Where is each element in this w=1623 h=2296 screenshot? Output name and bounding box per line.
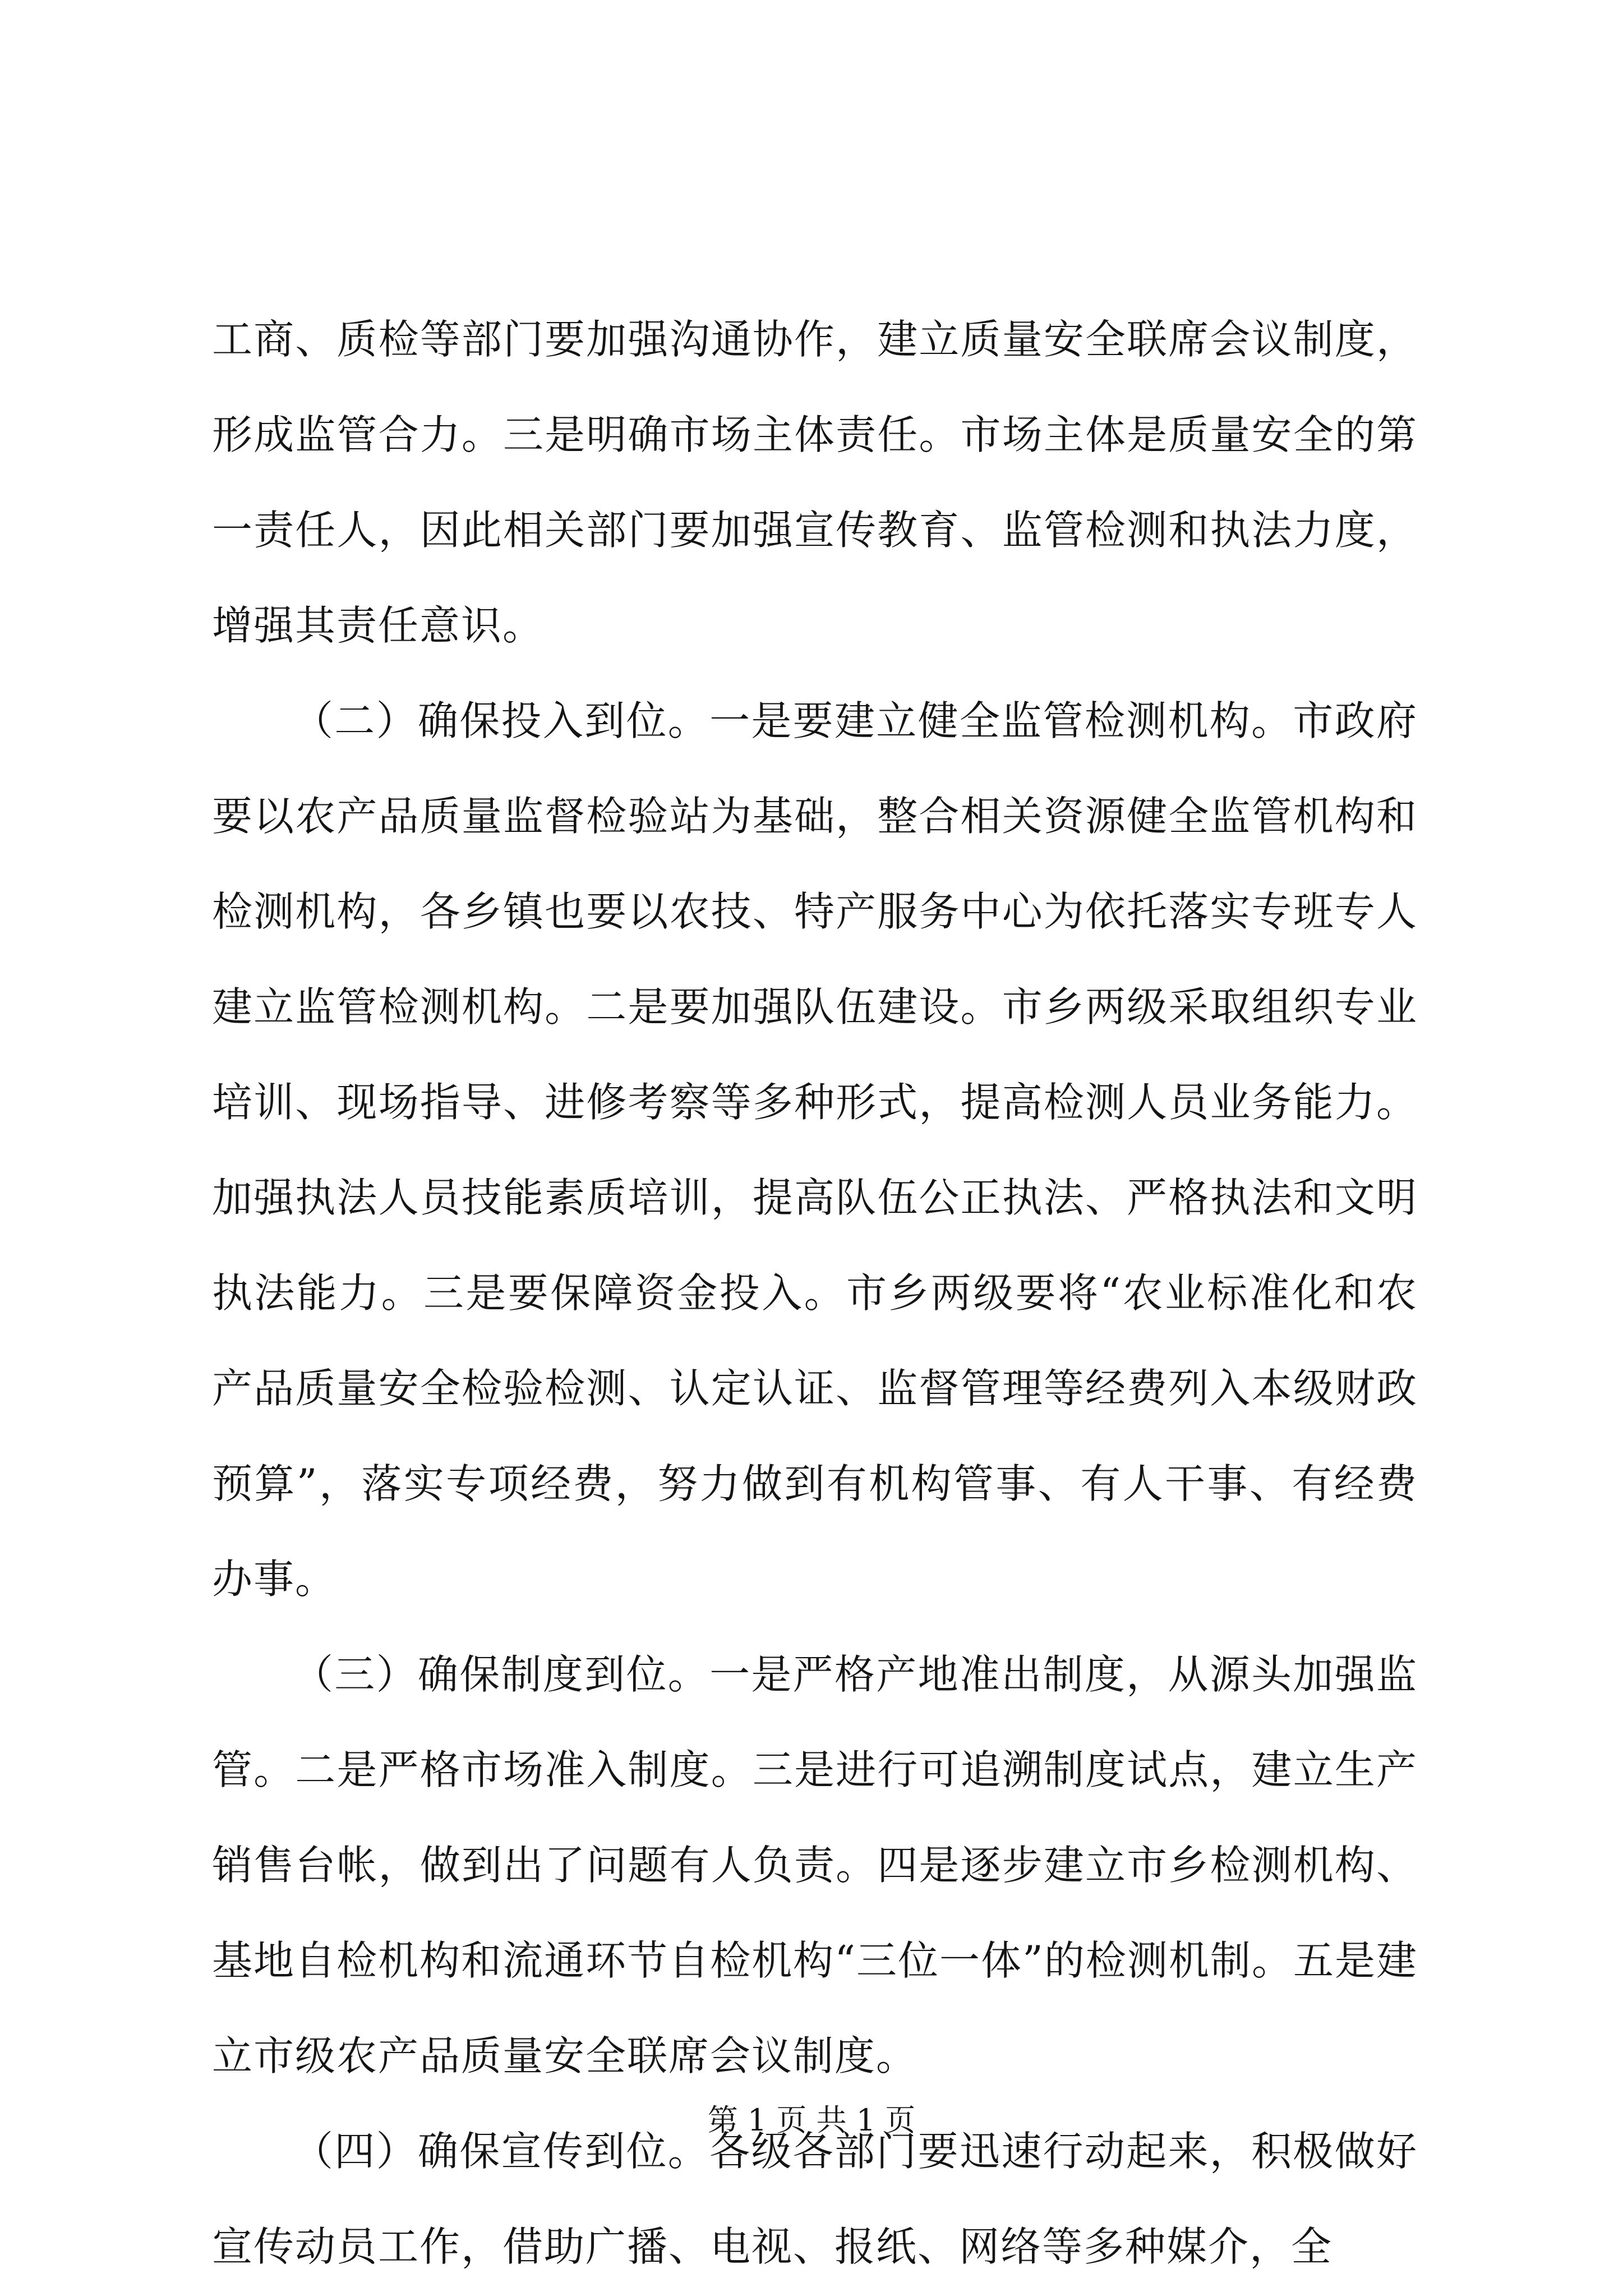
paragraph-section-4: （四）确保宣传到位。各级各部门要迅速行动起来，积极做好宣传动员工作，借助广播、电视、报纸、网络等多种媒介，全: [212, 2128, 1418, 2270]
page-number-footer: 第 1 页 共 1 页: [707, 2102, 916, 2138]
paragraph-section-3: （三）确保制度到位。一是严格产地准出制度，从源头加强监管。二是严格市场准入制度。三是进行可追溯制度试点，建立生产销售台帐，做到出了问题有人负责。四是逐步建立市乡检测机构、基地自检机构和流通环节自检机构“三位一体”的检测机制。五是建立市级农产品质量安全联席会议制度。: [212, 1651, 1418, 2079]
paragraph-section-2: （二）确保投入到位。一是要建立健全监管检测机构。市政府要以农产品质量监督检验站为基础，整合相关资源健全监管机构和检测机构，各乡镇也要以农技、特产服务中心为依托落实专班专人建立监管检测机构。二是要加强队伍建设。市乡两级采取组织专业培训、现场指导、进修考察等多种形式，提高检测人员业务能力。加强执法人员技能素质培训，提高队伍公正执法、严格执法和文明执法能力。三是要保障资金投入。市乡两级要将“农业标准化和农产品质量安全检验检测、认定认证、监督管理等经费列入本级财政预算”，落实专项经费，努力做到有机构管事、有人干事、有经费办事。: [212, 697, 1418, 1603]
document-body: [212, 292, 1418, 2294]
paragraph-continued: 工商、质检等部门要加强沟通协作，建立质量安全联席会议制度，形成监管合力。三是明确市场主体责任。市场主体是质量安全的第一责任人，因此相关部门要加强宣传教育、监管检测和执法力度，增强其责任意识。: [212, 316, 1418, 649]
